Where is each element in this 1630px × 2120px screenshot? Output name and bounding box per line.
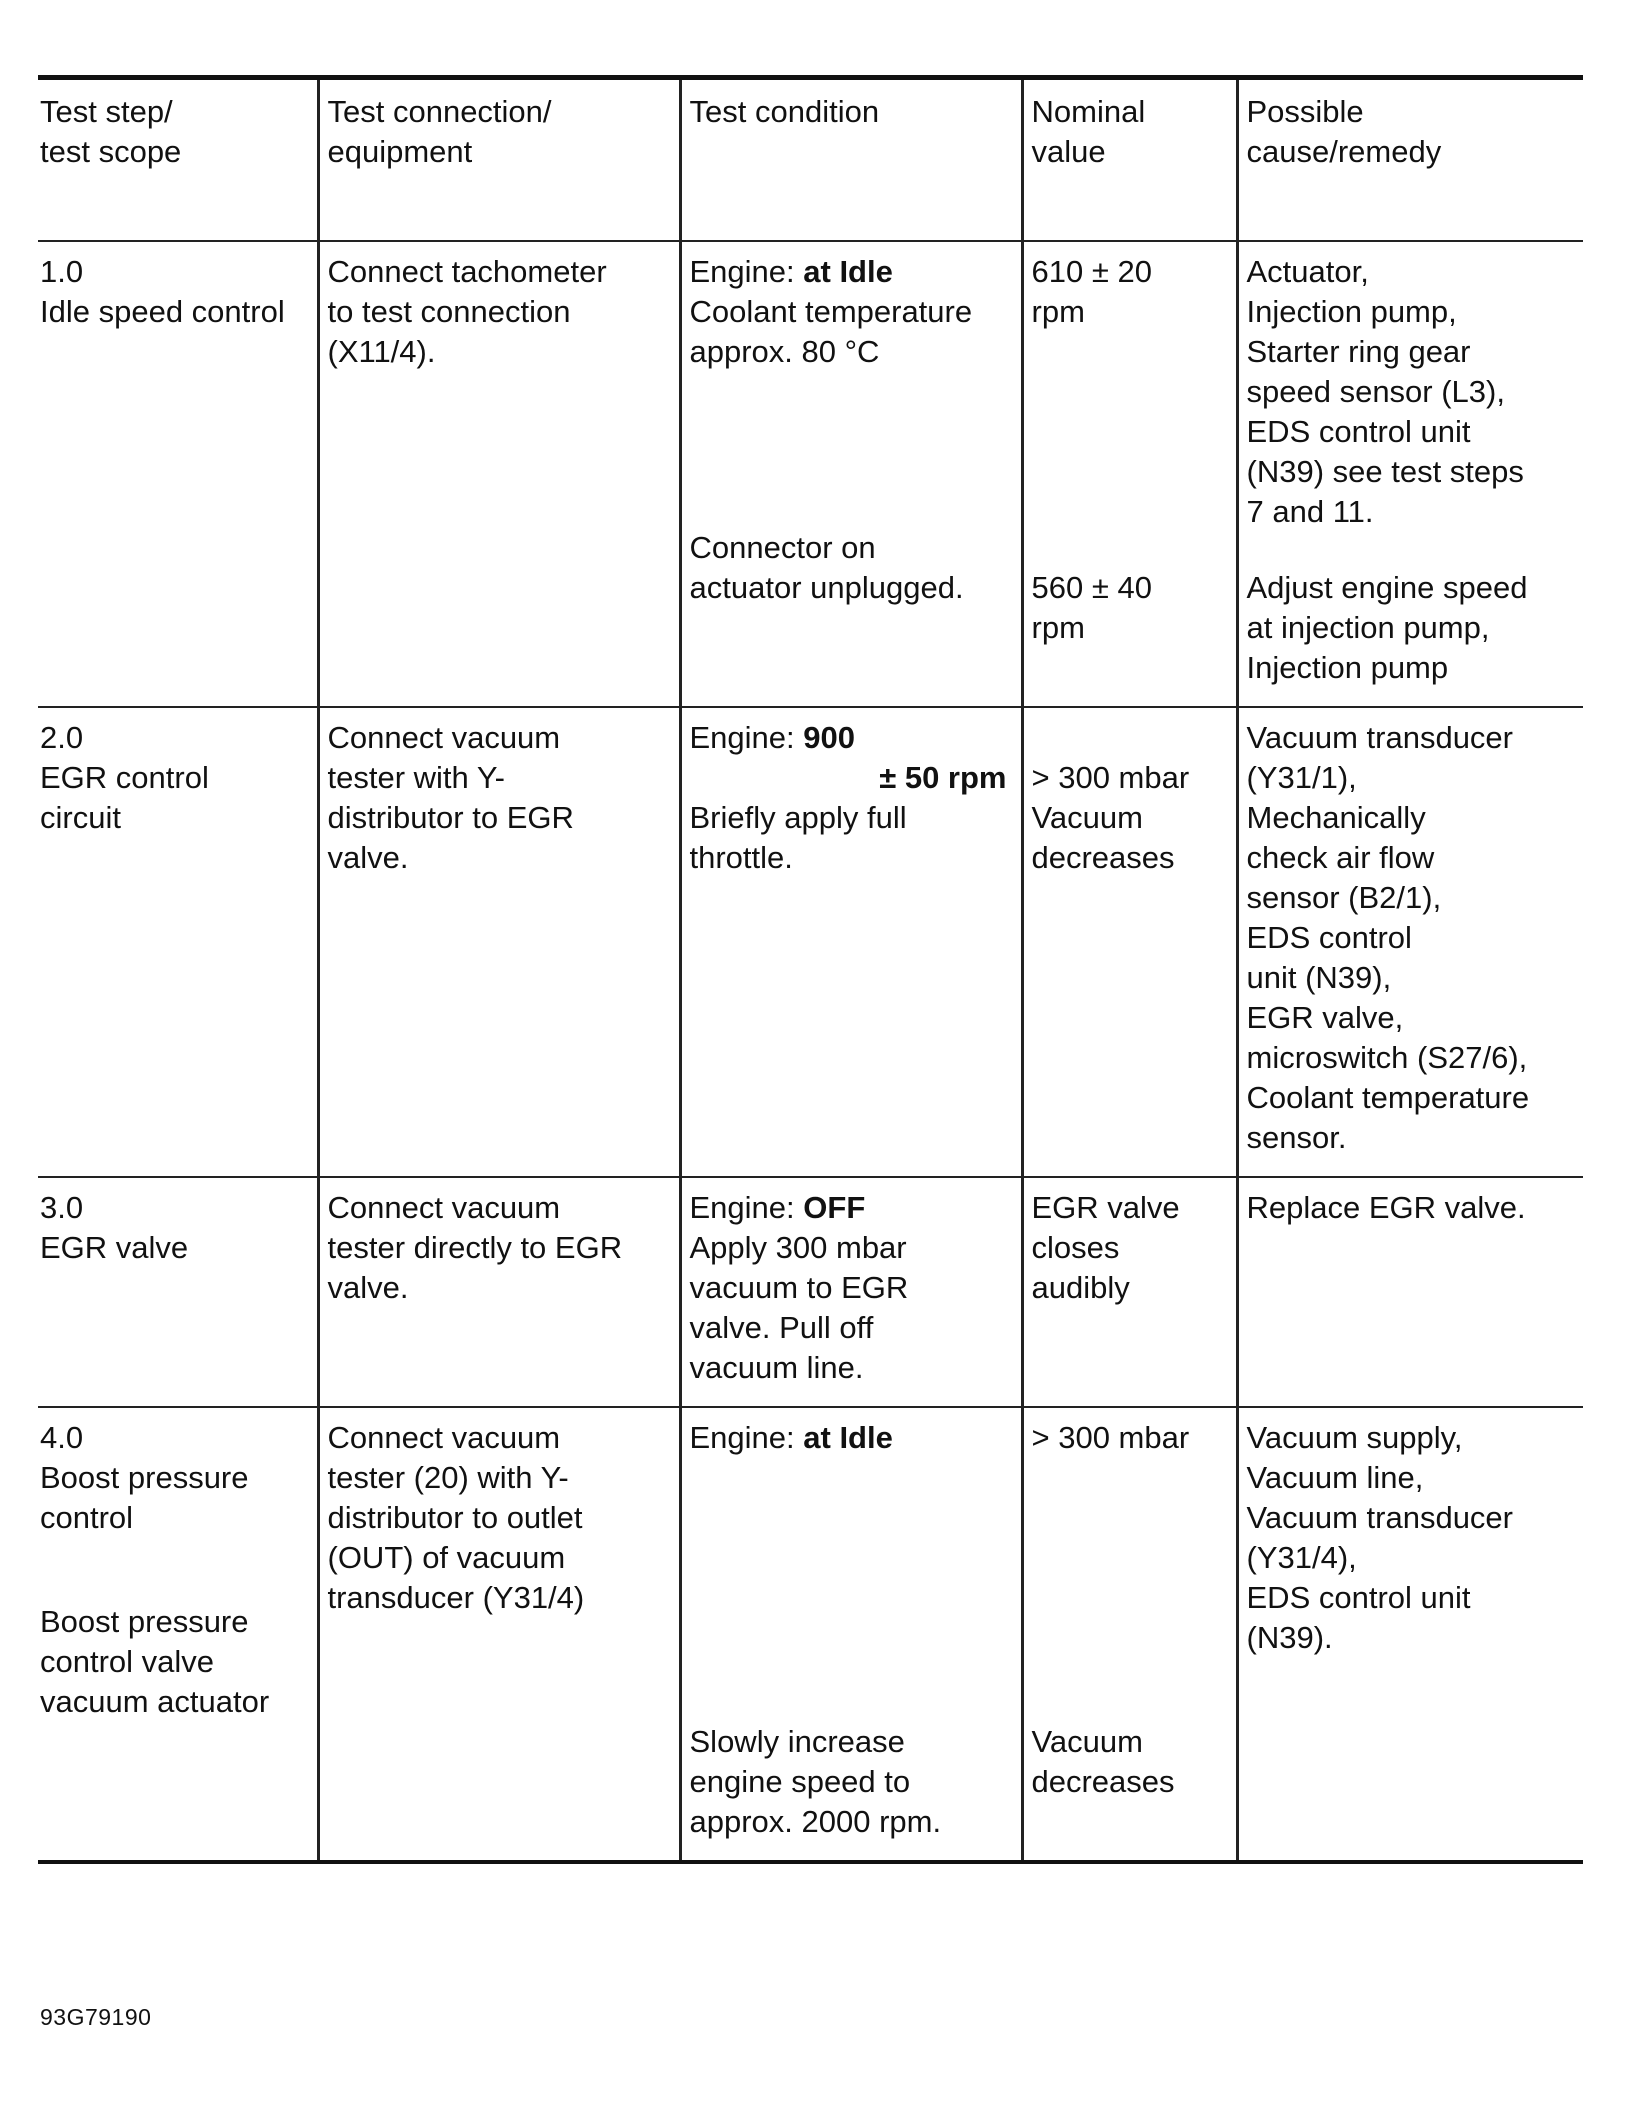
nominal-value-1: EGR valve closes audibly bbox=[1031, 1190, 1180, 1305]
nominal-value-2: Vacuum decreases bbox=[1031, 1724, 1175, 1799]
test-step-sub-text: Boost pressure control valve vacuum actuator bbox=[40, 1604, 270, 1719]
test-step-text: 2.0 EGR control circuit bbox=[40, 720, 209, 835]
document-page bbox=[38, 75, 1583, 1864]
nominal-value-2: 560 ± 40 rpm bbox=[1031, 570, 1152, 645]
header-test-condition: Test condition bbox=[680, 78, 1022, 242]
cause-text-1: Vacuum supply, Vacuum line, Vacuum transducer (Y31/4), EDS control unit (N39). bbox=[1246, 1420, 1513, 1655]
table-header-row bbox=[38, 78, 1583, 242]
connection-cell bbox=[318, 707, 680, 1177]
header-possible-cause: Possible cause/remedy bbox=[1237, 78, 1583, 242]
condition-cell bbox=[680, 707, 1022, 1177]
test-step-cell bbox=[38, 241, 318, 707]
condition-text: Briefly apply full throttle. bbox=[689, 800, 907, 875]
nominal-value-1: > 300 mbar bbox=[1031, 1420, 1190, 1455]
test-step-cell bbox=[38, 707, 318, 1177]
condition-bold: OFF bbox=[803, 1190, 866, 1225]
cause-text-1: Vacuum transducer (Y31/1), Mechanically check air flow sensor (B2/1), EDS control unit (N39), EGR valve, microswitch (S27/6), Coolant temperature sensor. bbox=[1246, 720, 1530, 1155]
test-step-text: 4.0 Boost pressure control bbox=[40, 1420, 249, 1535]
condition-cell bbox=[680, 241, 1022, 707]
cause-text-2: Adjust engine speed at injection pump, Injection pump bbox=[1246, 570, 1528, 685]
condition-bold: 900 bbox=[803, 720, 855, 755]
condition-cell bbox=[680, 1177, 1022, 1407]
cause-cell bbox=[1237, 1407, 1583, 1862]
cause-text-1: Actuator, Injection pump, Starter ring gear speed sensor (L3), EDS control unit (N39) see test steps 7 and 11. bbox=[1246, 254, 1524, 529]
connection-text: Connect vacuum tester directly to EGR valve. bbox=[327, 1190, 623, 1305]
nominal-value-2: Vacuum decreases bbox=[1031, 800, 1175, 875]
condition-prefix: Engine: bbox=[689, 720, 804, 755]
condition-prefix: Engine: bbox=[689, 1190, 804, 1225]
nominal-value-1: 610 ± 20 rpm bbox=[1031, 254, 1152, 329]
nominal-cell bbox=[1022, 707, 1237, 1177]
condition-prefix: Engine: bbox=[689, 254, 804, 289]
header-test-connection: Test connection/ equipment bbox=[318, 78, 680, 242]
header-test-step: Test step/ test scope bbox=[38, 78, 318, 242]
nominal-cell bbox=[1022, 241, 1237, 707]
connection-cell bbox=[318, 241, 680, 707]
connection-cell bbox=[318, 1177, 680, 1407]
condition-bold: at Idle bbox=[803, 254, 893, 289]
connection-text: Connect vacuum tester with Y- distributor to EGR valve. bbox=[327, 720, 574, 875]
figure-code: 93G79190 bbox=[40, 2004, 152, 2030]
cause-cell bbox=[1237, 1177, 1583, 1407]
condition-prefix: Engine: bbox=[689, 1420, 804, 1455]
table-row bbox=[38, 707, 1583, 1177]
connection-text: Connect tachometer to test connection (X11/4). bbox=[327, 254, 607, 369]
cause-text-1: Replace EGR valve. bbox=[1246, 1190, 1526, 1225]
condition-text: Coolant temperature approx. 80 °C bbox=[689, 294, 973, 369]
cause-cell bbox=[1237, 241, 1583, 707]
connection-text: Connect vacuum tester (20) with Y- distributor to outlet (OUT) of vacuum transducer (Y31/4) bbox=[327, 1420, 585, 1615]
condition-text: Apply 300 mbar vacuum to EGR valve. Pull off vacuum line. bbox=[689, 1230, 909, 1385]
nominal-cell bbox=[1022, 1177, 1237, 1407]
test-table bbox=[38, 75, 1583, 1864]
condition-bold: at Idle bbox=[803, 1420, 893, 1455]
test-step-cell bbox=[38, 1407, 318, 1862]
connection-cell bbox=[318, 1407, 680, 1862]
cause-cell bbox=[1237, 707, 1583, 1177]
nominal-value-1: > 300 mbar bbox=[1031, 760, 1190, 795]
condition-bold-2: ± 50 rpm bbox=[879, 760, 1007, 795]
test-step-cell bbox=[38, 1177, 318, 1407]
table-row bbox=[38, 241, 1583, 707]
test-step-text: 3.0 EGR valve bbox=[40, 1190, 189, 1265]
condition-text-2: Connector on actuator unplugged. bbox=[689, 530, 964, 605]
nominal-cell bbox=[1022, 1407, 1237, 1862]
table-row bbox=[38, 1407, 1583, 1862]
condition-text-2: Slowly increase engine speed to approx. 2000 rpm. bbox=[689, 1724, 942, 1839]
header-nominal-value: Nominal value bbox=[1022, 78, 1237, 242]
test-step-text: 1.0 Idle speed control bbox=[40, 254, 285, 329]
condition-cell bbox=[680, 1407, 1022, 1862]
table-row bbox=[38, 1177, 1583, 1407]
